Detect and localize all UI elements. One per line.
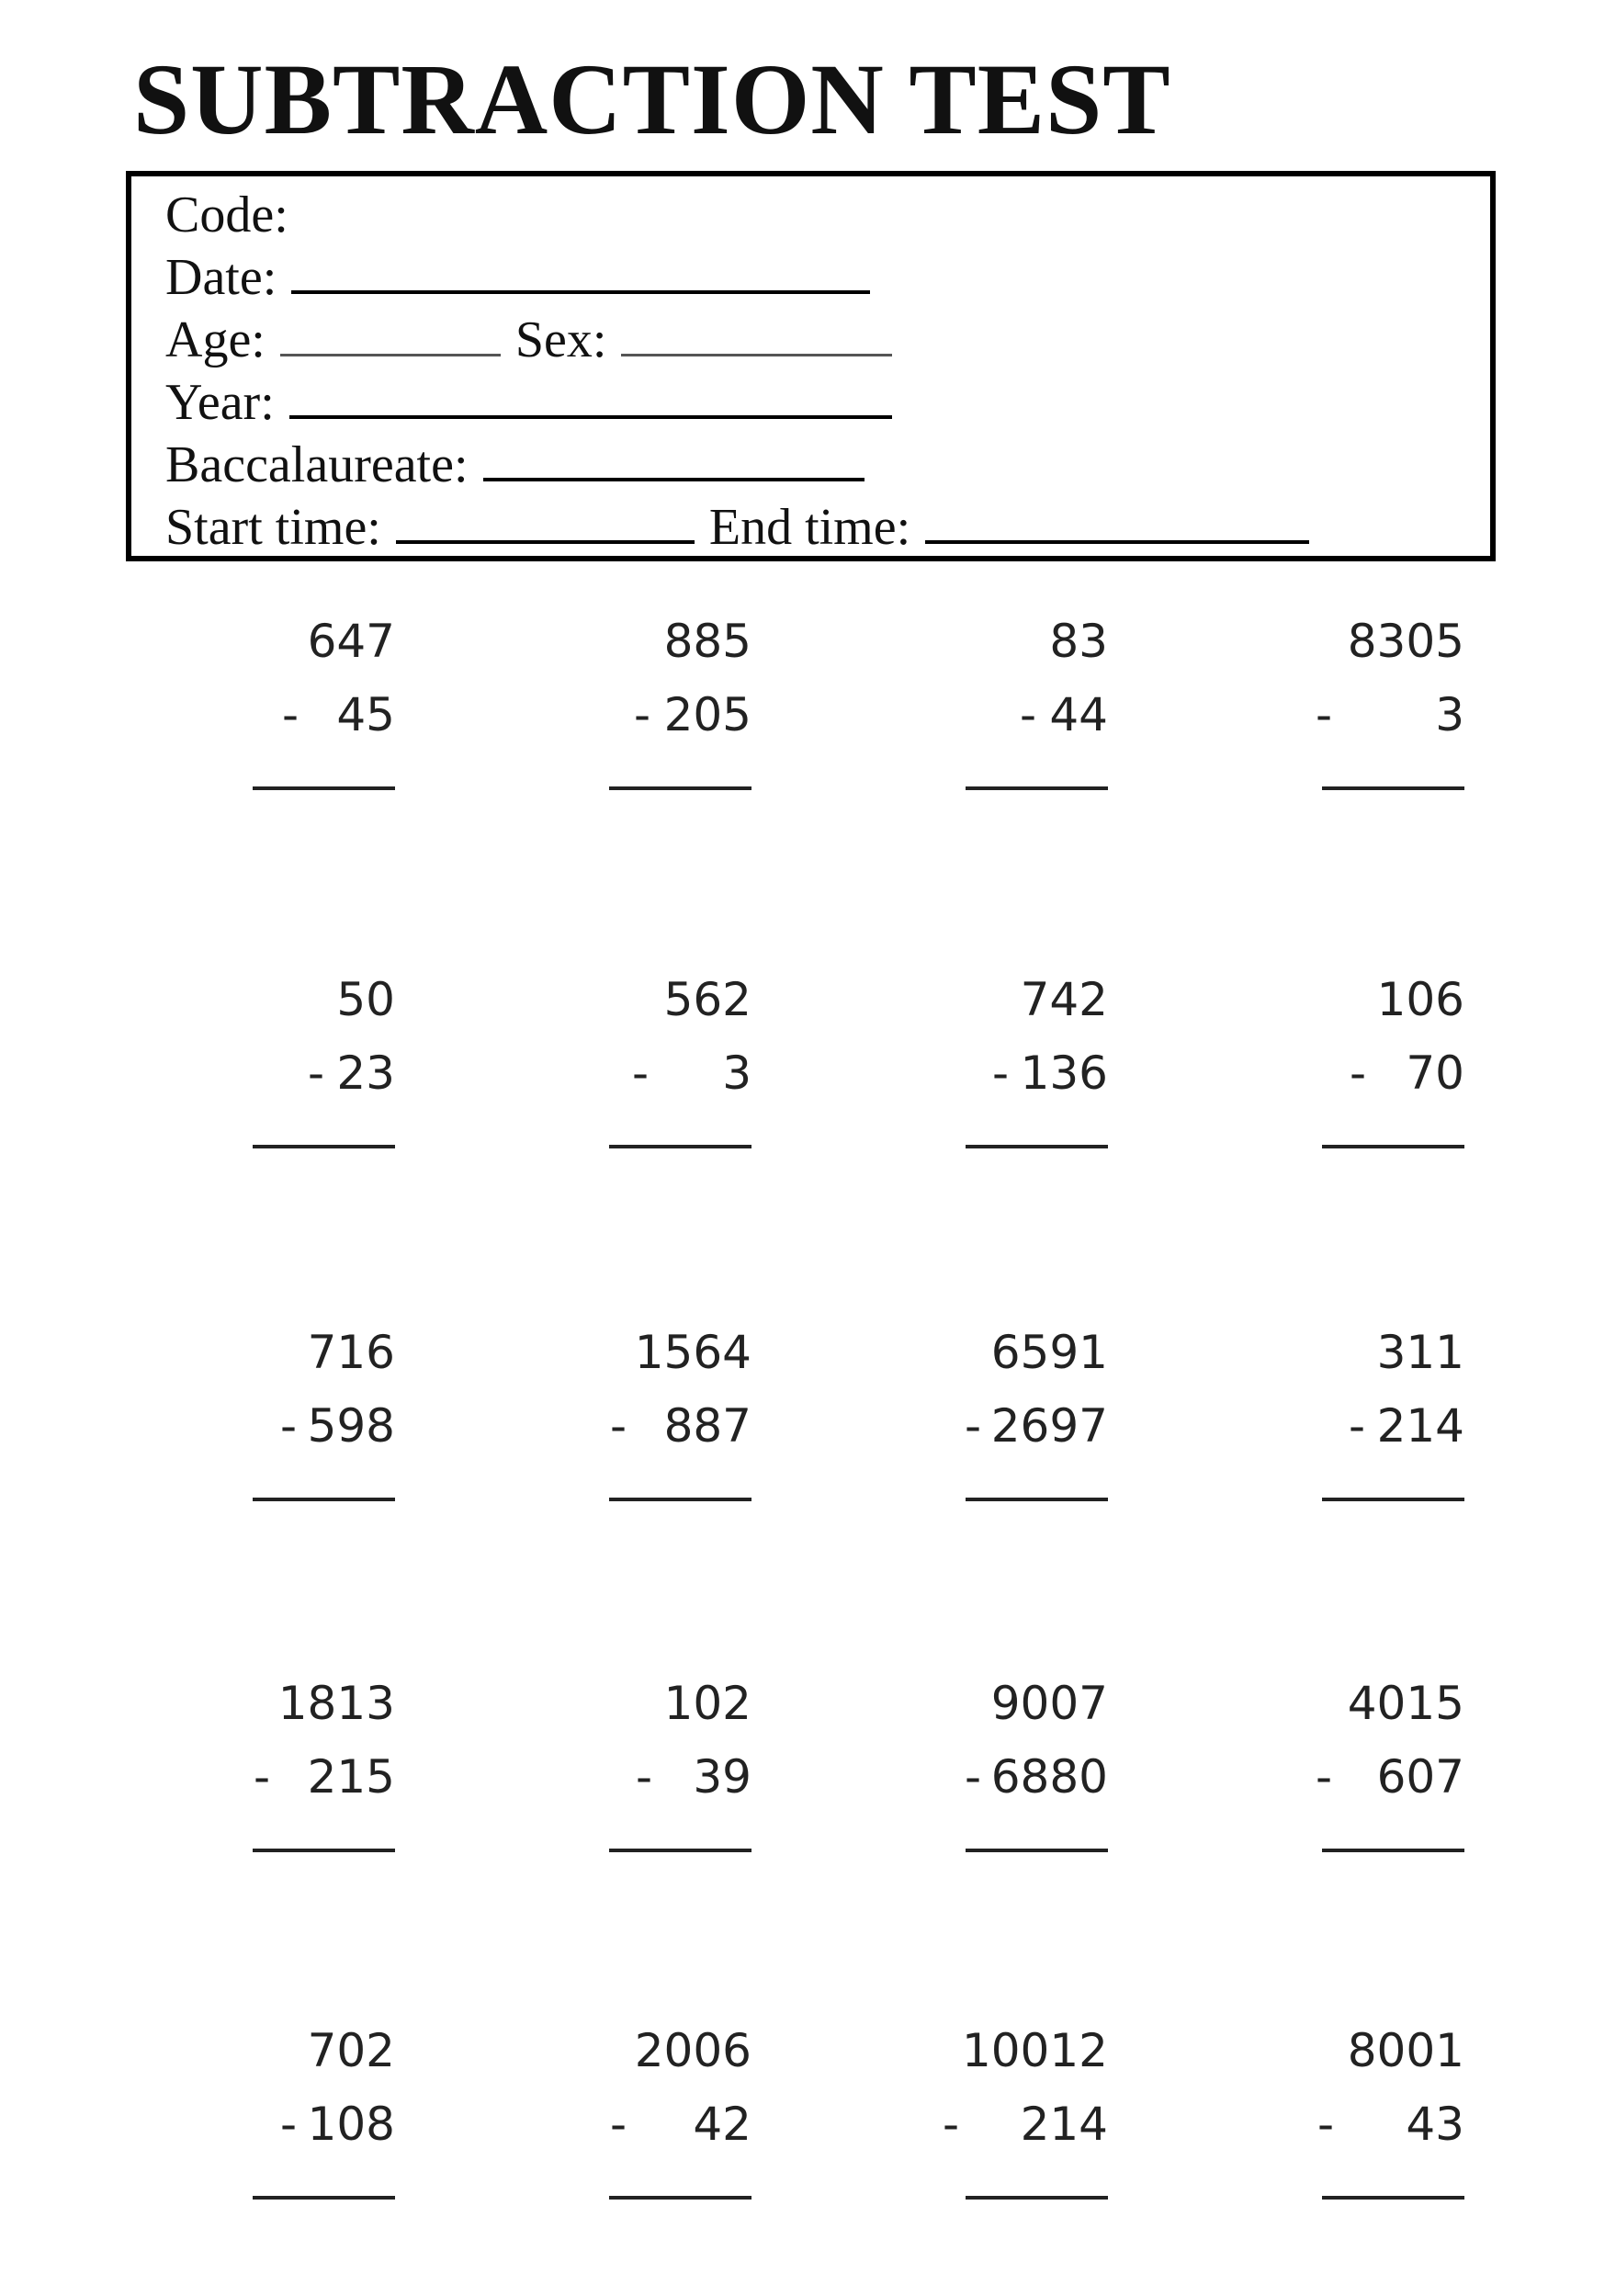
minus-sign: - — [1020, 688, 1037, 741]
subtrahend: 215 — [307, 1750, 395, 1804]
year-row — [165, 371, 892, 434]
start-time-field[interactable] — [396, 500, 695, 544]
minuend: 311 — [1376, 1326, 1464, 1379]
minus-sign: - — [1316, 1750, 1333, 1804]
subtrahend: 3 — [1435, 688, 1464, 741]
answer-line[interactable] — [1322, 786, 1464, 790]
minus-sign: - — [634, 688, 651, 741]
minus-sign: - — [308, 1046, 325, 1100]
age-field[interactable] — [280, 313, 501, 356]
start-time-label: Start time: — [165, 499, 381, 556]
minuend: 647 — [307, 615, 395, 668]
minus-sign: - — [282, 688, 299, 741]
minus-sign: - — [254, 1750, 271, 1804]
minuend: 1813 — [277, 1677, 395, 1730]
minus-sign: - — [943, 2098, 960, 2151]
answer-line[interactable] — [609, 2196, 751, 2200]
minuend: 83 — [1049, 615, 1108, 668]
sex-field[interactable] — [621, 313, 892, 356]
minuend: 6591 — [990, 1326, 1108, 1379]
answer-line[interactable] — [966, 786, 1108, 790]
subtrahend: 214 — [1376, 1399, 1464, 1453]
minus-sign: - — [965, 1399, 982, 1453]
minus-sign: - — [280, 1399, 298, 1453]
age-sex-row — [165, 309, 892, 371]
baccalaureate-label: Baccalaureate: — [165, 436, 469, 493]
answer-line[interactable] — [1322, 1145, 1464, 1148]
minuend: 8305 — [1347, 615, 1464, 668]
minuend: 8001 — [1347, 2024, 1464, 2077]
subtrahend: 42 — [693, 2098, 751, 2151]
minuend: 2006 — [634, 2024, 751, 2077]
minuend: 4015 — [1347, 1677, 1464, 1730]
answer-line[interactable] — [253, 1145, 395, 1148]
subtrahend: 887 — [663, 1399, 751, 1453]
subtrahend: 136 — [1020, 1046, 1108, 1100]
minuend: 562 — [663, 973, 751, 1026]
minuend: 742 — [1020, 973, 1108, 1026]
subtrahend: 6880 — [990, 1750, 1108, 1804]
minuend: 1564 — [634, 1326, 751, 1379]
minuend: 50 — [336, 973, 395, 1026]
answer-line[interactable] — [609, 1145, 751, 1148]
subtrahend: 3 — [722, 1046, 751, 1100]
end-time-field[interactable] — [925, 500, 1309, 544]
answer-line[interactable] — [1322, 2196, 1464, 2200]
minus-sign: - — [1317, 2098, 1335, 2151]
subtrahend: 108 — [307, 2098, 395, 2151]
sex-label: Sex: — [514, 311, 607, 368]
answer-line[interactable] — [966, 1498, 1108, 1501]
answer-line[interactable] — [1322, 1849, 1464, 1852]
year-field[interactable] — [289, 375, 892, 419]
minus-sign: - — [965, 1750, 982, 1804]
minuend: 716 — [307, 1326, 395, 1379]
minus-sign: - — [636, 1750, 653, 1804]
minuend: 102 — [663, 1677, 751, 1730]
minuend: 106 — [1376, 973, 1464, 1026]
minuend: 702 — [307, 2024, 395, 2077]
subtrahend: 70 — [1406, 1046, 1464, 1100]
minus-sign: - — [610, 1399, 627, 1453]
code-label: Code: — [165, 187, 288, 243]
date-field[interactable] — [291, 250, 870, 294]
minus-sign: - — [992, 1046, 1010, 1100]
year-label: Year: — [165, 374, 275, 431]
answer-line[interactable] — [966, 1849, 1108, 1852]
code-row — [165, 184, 288, 246]
time-row — [165, 496, 1309, 559]
minus-sign: - — [1316, 688, 1333, 741]
answer-line[interactable] — [253, 1498, 395, 1501]
subtrahend: 2697 — [990, 1399, 1108, 1453]
subtrahend: 44 — [1049, 688, 1108, 741]
subtrahend: 23 — [336, 1046, 395, 1100]
age-label: Age: — [165, 311, 266, 368]
subtrahend: 45 — [336, 688, 395, 741]
baccalaureate-field[interactable] — [483, 437, 865, 481]
answer-line[interactable] — [253, 1849, 395, 1852]
answer-line[interactable] — [253, 2196, 395, 2200]
subtrahend: 607 — [1376, 1750, 1464, 1804]
minus-sign: - — [1350, 1046, 1367, 1100]
subtrahend: 39 — [693, 1750, 751, 1804]
minus-sign: - — [632, 1046, 650, 1100]
baccalaureate-row — [165, 434, 865, 496]
participant-info-box — [126, 171, 1496, 561]
answer-line[interactable] — [966, 1145, 1108, 1148]
subtrahend: 43 — [1406, 2098, 1464, 2151]
minus-sign: - — [610, 2098, 627, 2151]
subtrahend: 214 — [1020, 2098, 1108, 2151]
minus-sign: - — [1349, 1399, 1366, 1453]
answer-line[interactable] — [253, 786, 395, 790]
end-time-label: End time: — [708, 499, 911, 556]
answer-line[interactable] — [966, 2196, 1108, 2200]
date-row — [165, 246, 870, 309]
answer-line[interactable] — [1322, 1498, 1464, 1501]
page-title: SUBTRACTION TEST — [133, 43, 1171, 155]
minuend: 9007 — [990, 1677, 1108, 1730]
subtrahend: 205 — [663, 688, 751, 741]
answer-line[interactable] — [609, 786, 751, 790]
minuend: 10012 — [961, 2024, 1108, 2077]
subtrahend: 598 — [307, 1399, 395, 1453]
minus-sign: - — [280, 2098, 298, 2151]
date-label: Date: — [165, 249, 277, 306]
answer-line[interactable] — [609, 1849, 751, 1852]
answer-line[interactable] — [609, 1498, 751, 1501]
minuend: 885 — [663, 615, 751, 668]
